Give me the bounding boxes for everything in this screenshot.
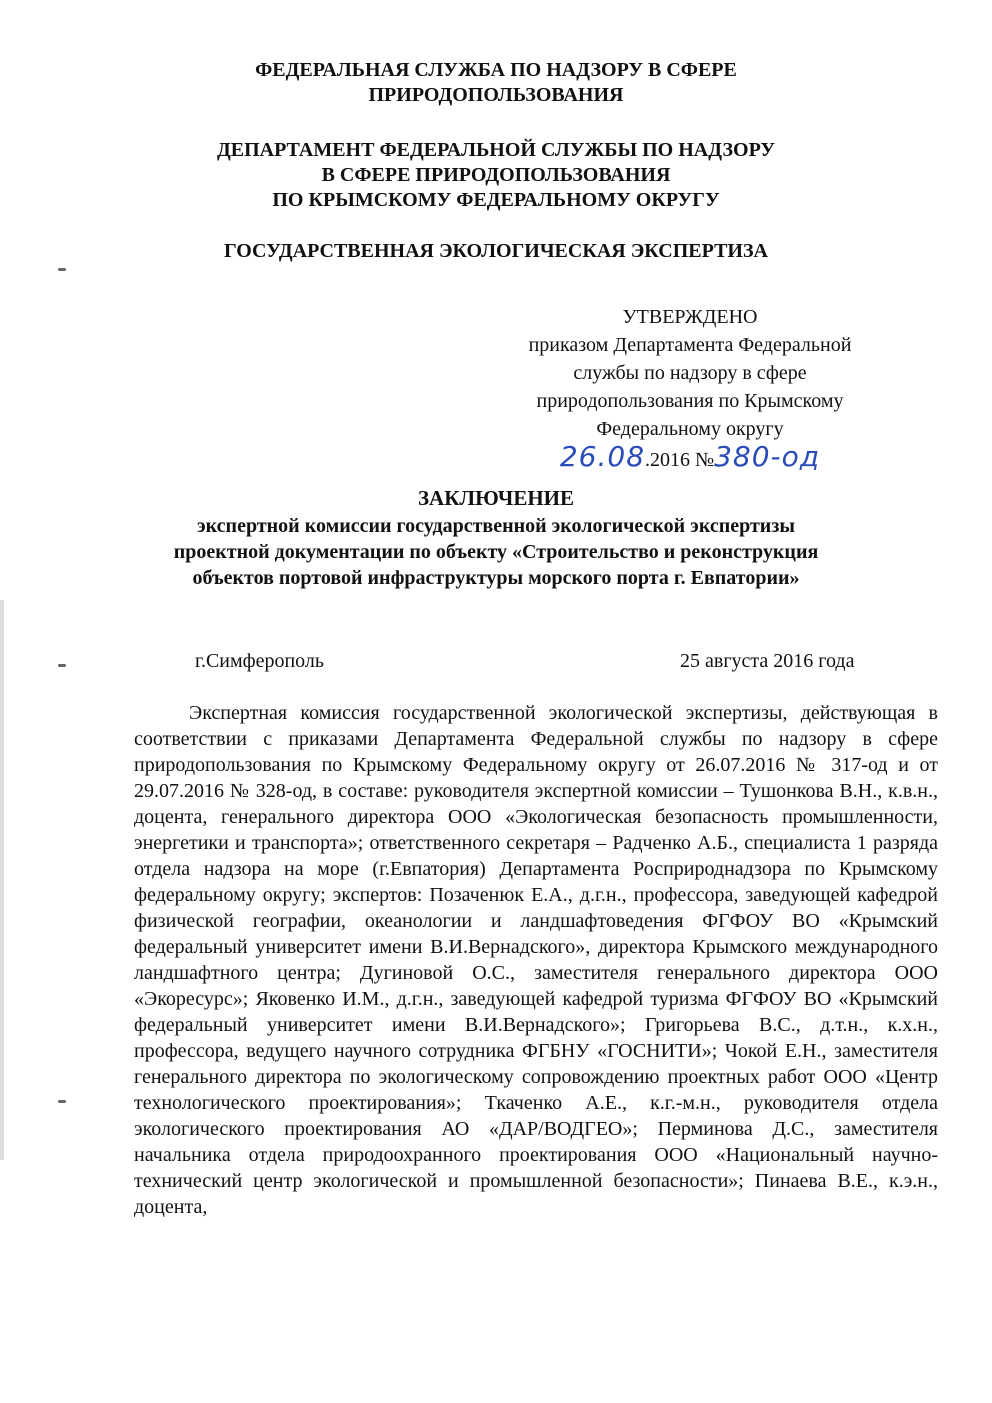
conclusion-heading	[0, 485, 992, 591]
document-place: г.Симферополь	[195, 650, 325, 672]
expertise-heading: ГОСУДАРСТВЕННАЯ ЭКОЛОГИЧЕСКАЯ ЭКСПЕРТИЗА	[224, 240, 768, 262]
org-line: ПРИРОДОПОЛЬЗОВАНИЯ	[368, 84, 624, 106]
department-name	[0, 138, 992, 213]
approval-title: УТВЕРЖДЕНО	[622, 306, 758, 328]
dept-line: ДЕПАРТАМЕНТ ФЕДЕРАЛЬНОЙ СЛУЖБЫ ПО НАДЗОРУ	[216, 139, 776, 161]
approval-order-line	[470, 440, 910, 474]
conclusion-title: ЗАКЛЮЧЕНИЕ	[417, 486, 575, 510]
conclusion-line: объектов портовой инфраструктуры морского порта г. Евпатории»	[192, 567, 800, 589]
document-date: 25 августа 2016 года	[680, 650, 855, 672]
conclusion-line: экспертной комиссии государственной экологической экспертизы	[197, 515, 795, 537]
scan-edge-shadow	[0, 600, 4, 1160]
punch-mark	[58, 1100, 66, 1103]
approval-line: природопользования по Крымскому	[536, 390, 844, 412]
handwritten-number: 380-од	[714, 440, 821, 473]
organization-name	[0, 58, 992, 108]
conclusion-line: проектной документации по объекту «Строительство и реконструкция	[173, 541, 819, 563]
dept-line: В СФЕРЕ ПРИРОДОПОЛЬЗОВАНИЯ	[321, 164, 671, 186]
org-line: ФЕДЕРАЛЬНАЯ СЛУЖБА ПО НАДЗОРУ В СФЕРЕ	[255, 59, 737, 81]
approval-block	[470, 303, 910, 474]
order-year: .2016 №	[645, 449, 715, 471]
punch-mark	[58, 268, 66, 271]
handwritten-date: 26.08	[559, 440, 646, 473]
body-paragraph: Экспертная комиссия государственной экологической экспертизы, действующая в соответствии с приказами Департамента Федеральной службы по надзору в сфере природопользования по Крымскому Федеральному округу от 26.07.2016 № 317-од и от 29.07.2016 № 328-од, в составе: руководителя экспертной комиссии – Тушонкова В.Н., к.в.н., доцента, генерального директора ООО «Экологическая безопасность промышленности, энергетики и транспорта»; ответственного секретаря – Радченко А.Б., специалиста 1 разряда отдела надзора на море (г.Евпатория) Департамента Росприроднадзора по Крымскому федеральному округу; экспертов: Позаченюк Е.А., д.г.н., профессора, заведующей кафедрой физической географии, океанологии и ландшафтоведения ФГФОУ ВО «Крымский федеральный университет имени В.И.Вернадского», директора Крымского международного ландшафтного центра; Дугиновой О.С., заместителя генерального директора ООО «Экоресурс»; Яковенко И.М., д.г.н., заведующей кафедрой туризма ФГФОУ ВО «Крымский федеральный университет имени В.И.Вернадского»; Григорьева В.С., д.т.н., к.х.н., профессора, ведущего научного сотрудника ФГБНУ «ГОСНИТИ»; Чокой Е.Н., заместителя генерального директора по экологическому сопровождению проектных работ ООО «Центр технологического проектирования»; Ткаченко А.Е., к.г.-м.н., руководителя отдела экологического проектирования АО «ДАР/ВОДГЕО»; Перминова Д.С., заместителя начальника отдела природоохранного проектирования ООО «Национальный научно-технический центр экологической и промышленной безопасности»; Пинаева В.Е., к.э.н., доцента,	[134, 702, 938, 1218]
approval-line: приказом Департамента Федеральной	[528, 334, 852, 356]
approval-line: Федеральному округу	[596, 418, 784, 440]
approval-line: службы по надзору в сфере	[573, 362, 807, 384]
dept-line: ПО КРЫМСКОМУ ФЕДЕРАЛЬНОМУ ОКРУГУ	[272, 189, 720, 211]
punch-mark	[58, 664, 66, 667]
